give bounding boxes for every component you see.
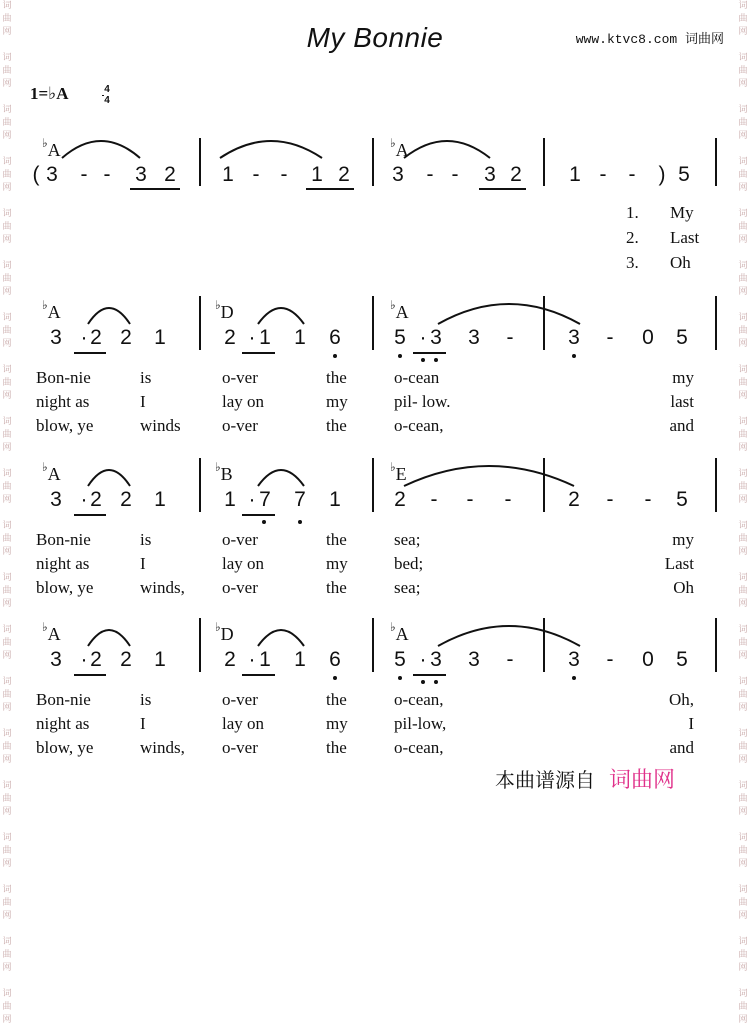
- lyric-word: the: [326, 368, 347, 387]
- note: 2: [120, 488, 132, 511]
- note: -: [451, 163, 459, 186]
- chord-symbol: ♭D: [215, 298, 234, 322]
- lyric-word: the: [326, 416, 347, 435]
- note-pickup: 5: [678, 163, 690, 186]
- lyric-word: the: [326, 530, 347, 549]
- chord-symbol: ♭A: [42, 620, 61, 644]
- note: 2: [164, 163, 176, 186]
- note: 6: [329, 326, 341, 349]
- note: 1: [294, 648, 306, 671]
- lyric-word: sea;: [394, 530, 421, 549]
- slur-arc: [220, 141, 322, 158]
- note: 3: [430, 648, 442, 671]
- lyric-word: o-ver: [222, 416, 258, 435]
- dash-hold: -: [644, 488, 652, 511]
- paren-close: ): [658, 163, 666, 186]
- chord-symbol: ♭D: [215, 620, 234, 644]
- lyric-word: and: [669, 738, 694, 757]
- lyric-word: blow, ye: [36, 416, 94, 435]
- dot-augment: ·: [248, 488, 256, 511]
- note: 1: [154, 488, 166, 511]
- chord-symbol: ♭B: [215, 460, 233, 484]
- note: 6: [329, 648, 341, 671]
- left-watermark-strip: 词 曲 网 词 曲 网 词 曲 网 词 曲 网 词 曲 网 词 曲 网 词 曲 网 词 曲 网 词 曲 网 词 曲 网 词 曲 网 词 曲 网 词 曲 网 词 曲 网 词 曲 网 词 曲 网 词 曲 网 词 曲 网 词 曲 网 词 曲 网: [2, 1, 12, 1025]
- pickup-word: Last: [670, 228, 700, 247]
- note: 5: [676, 488, 688, 511]
- note: 3: [568, 648, 580, 671]
- lyric-word: bed;: [394, 554, 424, 573]
- dash-hold: -: [504, 488, 512, 511]
- note: 3: [135, 163, 147, 186]
- note: 5: [394, 648, 406, 671]
- lyric-word: blow, ye: [36, 738, 94, 757]
- lyric-word: my: [672, 530, 694, 549]
- chord-symbol: ♭A: [390, 620, 409, 644]
- note: 2: [90, 648, 102, 671]
- footer-brand[interactable]: 词曲网: [609, 768, 676, 793]
- lyric-word: Bon-nie: [36, 530, 91, 549]
- note: 3: [468, 326, 480, 349]
- note: 2: [90, 326, 102, 349]
- note: 7: [259, 488, 271, 511]
- verse-number: 1.: [626, 203, 639, 222]
- note: 3: [468, 648, 480, 671]
- slur-arc: [438, 304, 580, 324]
- note: -: [426, 163, 434, 186]
- slur-arc: [88, 470, 130, 486]
- note: 1: [154, 326, 166, 349]
- lyric-word: is: [140, 690, 152, 709]
- pickup-word: Oh: [670, 253, 691, 272]
- note: 7: [294, 488, 306, 511]
- lyric-word: my: [326, 554, 348, 573]
- lyric-word: o-cean: [394, 368, 440, 387]
- lyric-word: winds,: [140, 738, 185, 757]
- dash-hold: -: [506, 648, 514, 671]
- time-top: 4: [104, 84, 110, 95]
- lyric-word: night as: [36, 714, 90, 733]
- slur-arc: [404, 466, 574, 486]
- lyric-word: night as: [36, 554, 90, 573]
- lyric-word: o-ver: [222, 578, 258, 597]
- lyric-word: I: [140, 714, 146, 733]
- slur-arc: [258, 470, 304, 486]
- lyric-word: o-cean,: [394, 416, 444, 435]
- note: 1: [154, 648, 166, 671]
- note: 2: [394, 488, 406, 511]
- site-url[interactable]: www.ktvc8.com: [575, 32, 678, 47]
- lyric-word: o-ver: [222, 368, 258, 387]
- note: 1: [224, 488, 236, 511]
- lyric-word: the: [326, 738, 347, 757]
- page-title: My Bonnie: [306, 22, 444, 53]
- pickup-word: My: [670, 203, 694, 222]
- verse-number: 3.: [626, 253, 639, 272]
- lyric-word: is: [140, 368, 152, 387]
- note: -: [252, 163, 260, 186]
- note: 3: [50, 326, 62, 349]
- slur-arc: [88, 630, 130, 646]
- lyric-word: Last: [664, 554, 694, 573]
- lyric-word: pil- low.: [394, 392, 451, 411]
- lyric-word: o-ver: [222, 530, 258, 549]
- lyric-word: lay on: [222, 392, 265, 411]
- note: -: [599, 163, 607, 186]
- note: 1: [259, 326, 271, 349]
- dash-hold: -: [606, 648, 614, 671]
- lyric-word: pil-low,: [394, 714, 447, 733]
- lyric-word: my: [326, 714, 348, 733]
- dash-hold: -: [430, 488, 438, 511]
- slur-arc: [404, 141, 490, 158]
- lyric-word: o-ver: [222, 690, 258, 709]
- note: 1: [222, 163, 234, 186]
- dot-augment: ·: [419, 326, 427, 349]
- note: 2: [120, 648, 132, 671]
- lyric-word: the: [326, 690, 347, 709]
- note: 3: [392, 163, 404, 186]
- dash-hold: -: [466, 488, 474, 511]
- lyric-word: lay on: [222, 714, 265, 733]
- chord-symbol: ♭A: [42, 460, 61, 484]
- note: 3: [50, 648, 62, 671]
- note: 1: [329, 488, 341, 511]
- note: 3: [568, 326, 580, 349]
- lyric-word: Oh,: [668, 690, 694, 709]
- lyric-word: blow, ye: [36, 578, 94, 597]
- note: 3: [430, 326, 442, 349]
- lyric-word: I: [140, 392, 146, 411]
- chord-symbol: ♭A: [390, 136, 409, 160]
- slur-arc: [258, 308, 304, 324]
- lyric-word: last: [670, 392, 694, 411]
- time-bottom: 4: [104, 95, 110, 106]
- lyric-word: my: [672, 368, 694, 387]
- dash-hold: -: [506, 326, 514, 349]
- dot-augment: ·: [80, 488, 88, 511]
- dash-hold: -: [606, 488, 614, 511]
- note: 2: [338, 163, 350, 186]
- note: -: [628, 163, 636, 186]
- dot-augment: ·: [419, 648, 427, 671]
- lyric-word: the: [326, 578, 347, 597]
- lyric-word: Oh: [673, 578, 694, 597]
- note: 5: [676, 326, 688, 349]
- lyric-word: I: [688, 714, 694, 733]
- lyric-word: o-cean,: [394, 690, 444, 709]
- slur-arc: [438, 626, 580, 646]
- lyric-word: is: [140, 530, 152, 549]
- note: -: [280, 163, 288, 186]
- lyric-word: my: [326, 392, 348, 411]
- note: 0: [642, 326, 654, 349]
- note: 2: [510, 163, 522, 186]
- footer-credit: [495, 763, 675, 794]
- lyric-word: Bon-nie: [36, 690, 91, 709]
- dot-augment: ·: [80, 326, 88, 349]
- key-signature: 1=♭A: [30, 84, 69, 103]
- paren-open: (: [32, 163, 40, 186]
- note: 5: [394, 326, 406, 349]
- lyric-word: winds,: [140, 578, 185, 597]
- note: -: [103, 163, 111, 186]
- note: 0: [642, 648, 654, 671]
- note: 1: [259, 648, 271, 671]
- note: 2: [120, 326, 132, 349]
- chord-symbol: ♭A: [42, 298, 61, 322]
- note: 1: [294, 326, 306, 349]
- note: 2: [90, 488, 102, 511]
- chord-symbol: ♭A: [42, 136, 61, 160]
- dot-augment: ·: [80, 648, 88, 671]
- lyric-word: I: [140, 554, 146, 573]
- slur-arc: [62, 141, 140, 158]
- right-watermark-strip: 词 曲 网 词 曲 网 词 曲 网 词 曲 网 词 曲 网 词 曲 网 词 曲 网 词 曲 网 词 曲 网 词 曲 网 词 曲 网 词 曲 网 词 曲 网 词 曲 网 词 曲 网 词 曲 网 词 曲 网 词 曲 网 词 曲 网 词 曲 网: [738, 1, 748, 1025]
- note: 2: [568, 488, 580, 511]
- lyric-word: and: [669, 416, 694, 435]
- chord-symbol: ♭E: [390, 460, 407, 484]
- note: -: [80, 163, 88, 186]
- note: 3: [484, 163, 496, 186]
- verse-number: 2.: [626, 228, 639, 247]
- lyric-word: sea;: [394, 578, 421, 597]
- note: 1: [569, 163, 581, 186]
- slur-arc: [88, 308, 130, 324]
- footer-text: 本曲谱源自: [495, 768, 595, 792]
- lyric-word: o-cean,: [394, 738, 444, 757]
- slur-arc: [258, 630, 304, 646]
- dot-augment: ·: [248, 326, 256, 349]
- lyric-word: Bon-nie: [36, 368, 91, 387]
- dash-hold: -: [606, 326, 614, 349]
- note: 3: [50, 488, 62, 511]
- chord-symbol: ♭A: [390, 298, 409, 322]
- dot-augment: ·: [248, 648, 256, 671]
- site-name: 词曲网: [684, 32, 724, 47]
- note: 2: [224, 326, 236, 349]
- note: 5: [676, 648, 688, 671]
- note: 2: [224, 648, 236, 671]
- lyric-word: lay on: [222, 554, 265, 573]
- lyric-word: night as: [36, 392, 90, 411]
- note: 1: [311, 163, 323, 186]
- note: 3: [46, 163, 58, 186]
- lyric-word: winds: [140, 416, 181, 435]
- lyric-word: o-ver: [222, 738, 258, 757]
